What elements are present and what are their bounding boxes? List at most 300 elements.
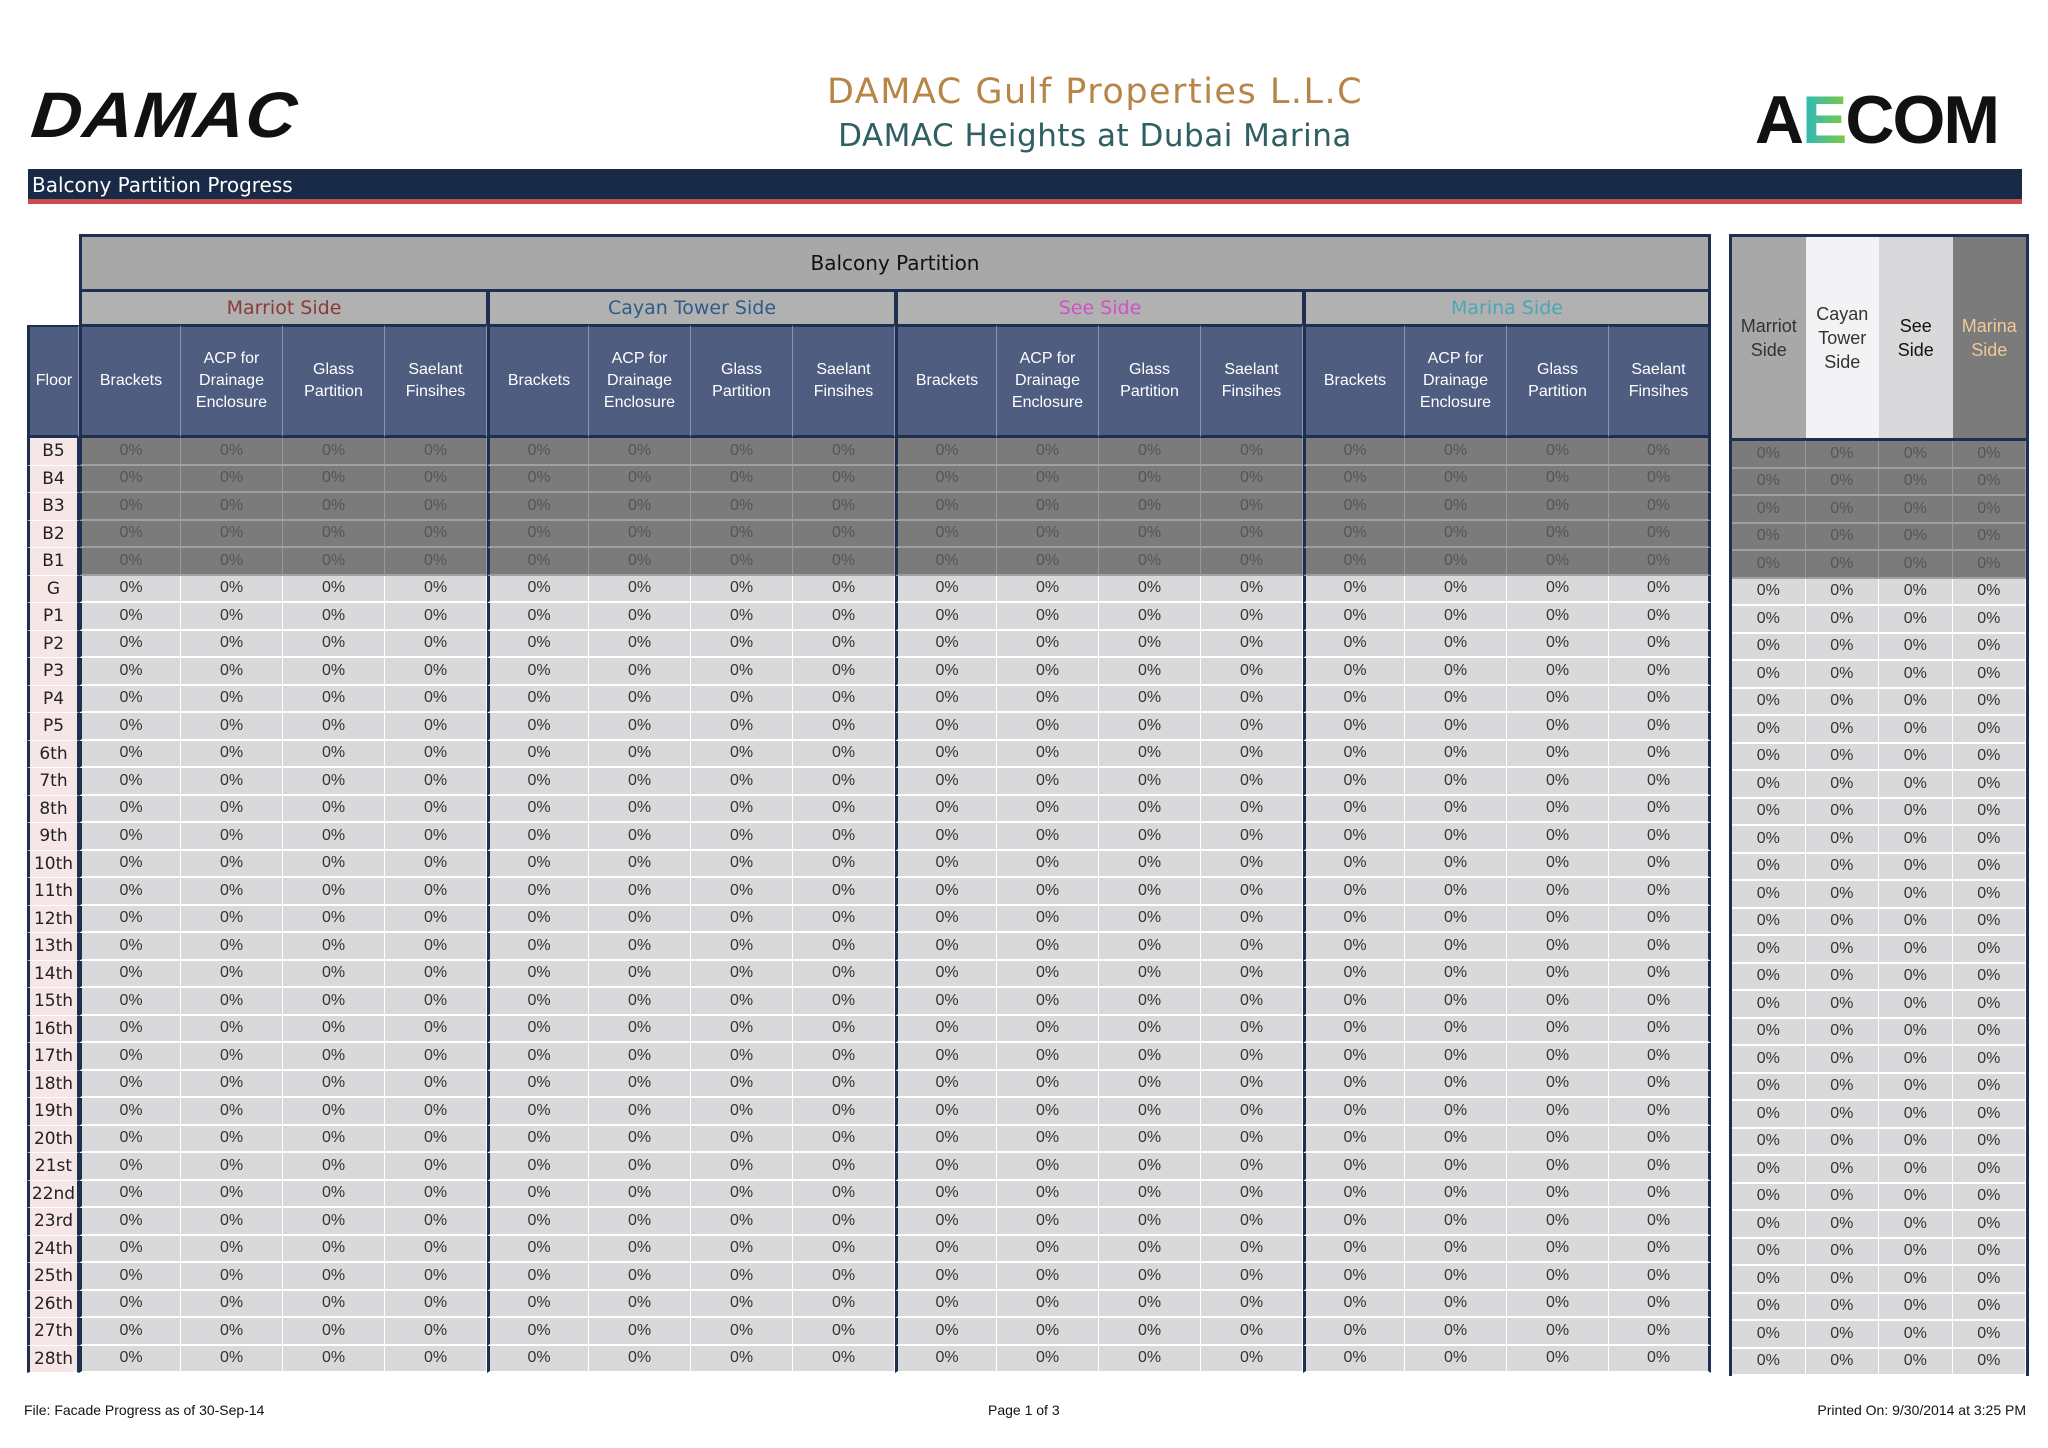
summary-cell: 0% [1879, 1019, 1953, 1047]
progress-cell: 0% [691, 1153, 793, 1181]
summary-cell: 0% [1732, 1294, 1806, 1322]
progress-cell: 0% [181, 1263, 283, 1291]
progress-cell: 0% [283, 466, 385, 494]
progress-cell: 0% [1609, 988, 1711, 1016]
progress-cell: 0% [283, 1236, 385, 1264]
summary-cell: 0% [1953, 1184, 2027, 1212]
progress-cell: 0% [895, 796, 997, 824]
progress-cell: 0% [1507, 1071, 1609, 1099]
summary-cell: 0% [1953, 991, 2027, 1019]
summary-cell: 0% [1879, 964, 1953, 992]
floor-label: 12th [27, 906, 79, 934]
progress-cell: 0% [1201, 988, 1303, 1016]
progress-cell: 0% [1303, 823, 1405, 851]
progress-cell: 0% [1507, 741, 1609, 769]
progress-cell: 0% [1201, 768, 1303, 796]
progress-cell: 0% [79, 438, 181, 466]
progress-cell: 0% [385, 1291, 487, 1319]
progress-cell: 0% [385, 658, 487, 686]
progress-cell: 0% [691, 1208, 793, 1236]
floor-label: 6th [27, 741, 79, 769]
progress-cell: 0% [487, 521, 589, 549]
progress-cell: 0% [1609, 961, 1711, 989]
progress-cell: 0% [1303, 1126, 1405, 1154]
progress-cell: 0% [895, 1346, 997, 1374]
progress-cell: 0% [691, 521, 793, 549]
summary-cell: 0% [1732, 1019, 1806, 1047]
progress-cell: 0% [997, 1263, 1099, 1291]
progress-cell: 0% [181, 906, 283, 934]
progress-cell: 0% [1405, 1153, 1507, 1181]
progress-cell: 0% [793, 1043, 895, 1071]
progress-cell: 0% [1201, 713, 1303, 741]
summary-cell: 0% [1806, 661, 1880, 689]
progress-cell: 0% [1507, 466, 1609, 494]
progress-cell: 0% [487, 961, 589, 989]
progress-cell: 0% [1507, 823, 1609, 851]
progress-cell: 0% [793, 548, 895, 576]
progress-cell: 0% [1507, 1016, 1609, 1044]
summary-cell: 0% [1732, 909, 1806, 937]
progress-cell: 0% [1405, 521, 1507, 549]
summary-cell: 0% [1732, 1074, 1806, 1102]
progress-cell: 0% [181, 686, 283, 714]
progress-cell: 0% [793, 1346, 895, 1374]
progress-cell: 0% [487, 1318, 589, 1346]
summary-cell: 0% [1806, 799, 1880, 827]
progress-cell: 0% [793, 1263, 895, 1291]
progress-cell: 0% [997, 823, 1099, 851]
progress-cell: 0% [793, 1318, 895, 1346]
summary-cell: 0% [1879, 1349, 1953, 1377]
progress-cell: 0% [181, 438, 283, 466]
progress-cell: 0% [895, 438, 997, 466]
summary-cell: 0% [1953, 579, 2027, 607]
summary-cell: 0% [1953, 1101, 2027, 1129]
progress-cell: 0% [487, 493, 589, 521]
progress-cell: 0% [79, 823, 181, 851]
progress-cell: 0% [1303, 1153, 1405, 1181]
summary-cell: 0% [1806, 1046, 1880, 1074]
progress-cell: 0% [1099, 1291, 1201, 1319]
progress-cell: 0% [1201, 1346, 1303, 1374]
progress-cell: 0% [1099, 1318, 1201, 1346]
progress-cell: 0% [793, 493, 895, 521]
progress-cell: 0% [1507, 796, 1609, 824]
column-header: Glass Partition [1507, 325, 1609, 438]
progress-cell: 0% [1609, 1153, 1711, 1181]
progress-cell: 0% [589, 878, 691, 906]
progress-cell: 0% [1507, 1291, 1609, 1319]
progress-cell: 0% [997, 851, 1099, 879]
progress-cell: 0% [1507, 521, 1609, 549]
progress-cell: 0% [1507, 713, 1609, 741]
progress-cell: 0% [181, 466, 283, 494]
progress-cell: 0% [589, 603, 691, 631]
progress-cell: 0% [1609, 1181, 1711, 1209]
summary-cell: 0% [1806, 1019, 1880, 1047]
progress-cell: 0% [1507, 878, 1609, 906]
progress-cell: 0% [589, 961, 691, 989]
floor-label: B2 [27, 521, 79, 549]
progress-cell: 0% [181, 796, 283, 824]
summary-cell: 0% [1806, 496, 1880, 524]
progress-cell: 0% [79, 1346, 181, 1374]
column-header: ACP for Drainage Enclosure [1405, 325, 1507, 438]
progress-cell: 0% [1405, 466, 1507, 494]
progress-cell: 0% [283, 961, 385, 989]
progress-cell: 0% [895, 603, 997, 631]
progress-cell: 0% [385, 741, 487, 769]
progress-cell: 0% [181, 741, 283, 769]
progress-cell: 0% [385, 686, 487, 714]
progress-cell: 0% [895, 988, 997, 1016]
progress-cell: 0% [181, 878, 283, 906]
progress-cell: 0% [1609, 658, 1711, 686]
progress-cell: 0% [1303, 521, 1405, 549]
progress-cell: 0% [487, 1126, 589, 1154]
floor-label: 13th [27, 933, 79, 961]
progress-cell: 0% [181, 713, 283, 741]
progress-cell: 0% [793, 768, 895, 796]
progress-cell: 0% [1099, 988, 1201, 1016]
progress-cell: 0% [997, 961, 1099, 989]
progress-cell: 0% [793, 1181, 895, 1209]
progress-cell: 0% [589, 1346, 691, 1374]
progress-cell: 0% [1201, 906, 1303, 934]
floor-label: P2 [27, 631, 79, 659]
progress-cell: 0% [1099, 1263, 1201, 1291]
progress-cell: 0% [589, 823, 691, 851]
progress-cell: 0% [895, 768, 997, 796]
progress-cell: 0% [1405, 493, 1507, 521]
progress-cell: 0% [793, 933, 895, 961]
progress-cell: 0% [487, 686, 589, 714]
progress-cell: 0% [79, 1071, 181, 1099]
progress-cell: 0% [487, 988, 589, 1016]
progress-cell: 0% [589, 521, 691, 549]
progress-cell: 0% [487, 823, 589, 851]
progress-cell: 0% [79, 1098, 181, 1126]
progress-cell: 0% [793, 1071, 895, 1099]
progress-cell: 0% [997, 1098, 1099, 1126]
progress-cell: 0% [1609, 493, 1711, 521]
progress-cell: 0% [1405, 1291, 1507, 1319]
progress-cell: 0% [1405, 1098, 1507, 1126]
summary-cell: 0% [1879, 661, 1953, 689]
progress-cell: 0% [283, 1181, 385, 1209]
progress-cell: 0% [589, 466, 691, 494]
progress-cell: 0% [1609, 1126, 1711, 1154]
progress-cell: 0% [1507, 1208, 1609, 1236]
progress-cell: 0% [1303, 878, 1405, 906]
progress-cell: 0% [1507, 1181, 1609, 1209]
progress-cell: 0% [997, 796, 1099, 824]
progress-cell: 0% [1303, 576, 1405, 604]
progress-cell: 0% [1405, 713, 1507, 741]
progress-cell: 0% [1099, 1126, 1201, 1154]
floor-label: 26th [27, 1291, 79, 1319]
progress-cell: 0% [895, 933, 997, 961]
summary-cell: 0% [1806, 579, 1880, 607]
progress-cell: 0% [1099, 631, 1201, 659]
progress-cell: 0% [793, 741, 895, 769]
progress-cell: 0% [589, 988, 691, 1016]
progress-cell: 0% [691, 603, 793, 631]
summary-cell: 0% [1732, 689, 1806, 717]
progress-cell: 0% [1099, 878, 1201, 906]
progress-cell: 0% [1099, 658, 1201, 686]
progress-cell: 0% [793, 1208, 895, 1236]
summary-table [1729, 234, 2029, 1376]
progress-cell: 0% [181, 548, 283, 576]
progress-cell: 0% [1099, 438, 1201, 466]
summary-cell: 0% [1879, 496, 1953, 524]
summary-cell: 0% [1806, 909, 1880, 937]
summary-cell: 0% [1732, 634, 1806, 662]
progress-cell: 0% [181, 1208, 283, 1236]
progress-cell: 0% [181, 1126, 283, 1154]
progress-cell: 0% [997, 1346, 1099, 1374]
progress-cell: 0% [385, 961, 487, 989]
floor-label: G [27, 576, 79, 604]
summary-cell: 0% [1953, 469, 2027, 497]
progress-cell: 0% [1507, 1346, 1609, 1374]
progress-cell: 0% [1303, 1318, 1405, 1346]
progress-cell: 0% [283, 1318, 385, 1346]
summary-cell: 0% [1806, 1239, 1880, 1267]
summary-cell: 0% [1732, 551, 1806, 579]
progress-cell: 0% [385, 603, 487, 631]
progress-cell: 0% [589, 1318, 691, 1346]
progress-cell: 0% [793, 988, 895, 1016]
progress-cell: 0% [1405, 1346, 1507, 1374]
summary-cell: 0% [1806, 964, 1880, 992]
progress-cell: 0% [691, 548, 793, 576]
progress-cell: 0% [1609, 1043, 1711, 1071]
progress-cell: 0% [997, 466, 1099, 494]
progress-cell: 0% [283, 933, 385, 961]
progress-cell: 0% [385, 631, 487, 659]
summary-cell: 0% [1806, 606, 1880, 634]
progress-cell: 0% [1507, 438, 1609, 466]
floor-header: Floor [27, 325, 79, 438]
summary-cell: 0% [1879, 716, 1953, 744]
summary-header: Marriot Side [1732, 237, 1806, 441]
summary-cell: 0% [1732, 1156, 1806, 1184]
progress-cell: 0% [691, 878, 793, 906]
progress-cell: 0% [283, 576, 385, 604]
progress-cell: 0% [487, 1346, 589, 1374]
progress-cell: 0% [691, 961, 793, 989]
progress-cell: 0% [997, 686, 1099, 714]
summary-cell: 0% [1953, 936, 2027, 964]
progress-cell: 0% [997, 521, 1099, 549]
progress-cell: 0% [997, 1071, 1099, 1099]
progress-cell: 0% [79, 1181, 181, 1209]
progress-cell: 0% [1201, 521, 1303, 549]
progress-cell: 0% [1405, 576, 1507, 604]
progress-cell: 0% [283, 1346, 385, 1374]
summary-header: Marina Side [1953, 237, 2027, 441]
summary-cell: 0% [1732, 469, 1806, 497]
progress-cell: 0% [691, 823, 793, 851]
progress-cell: 0% [283, 1016, 385, 1044]
progress-cell: 0% [181, 658, 283, 686]
floor-label: P3 [27, 658, 79, 686]
progress-cell: 0% [283, 1126, 385, 1154]
progress-cell: 0% [1201, 548, 1303, 576]
summary-cell: 0% [1732, 1046, 1806, 1074]
progress-cell: 0% [1303, 1236, 1405, 1264]
progress-cell: 0% [1405, 1043, 1507, 1071]
progress-cell: 0% [385, 878, 487, 906]
summary-cell: 0% [1953, 634, 2027, 662]
progress-cell: 0% [385, 1346, 487, 1374]
progress-cell: 0% [895, 878, 997, 906]
summary-cell: 0% [1953, 909, 2027, 937]
progress-cell: 0% [691, 466, 793, 494]
progress-cell: 0% [997, 988, 1099, 1016]
progress-cell: 0% [385, 493, 487, 521]
column-header: Saelant Finsihes [1609, 325, 1711, 438]
progress-cell: 0% [997, 1318, 1099, 1346]
progress-cell: 0% [589, 1126, 691, 1154]
summary-cell: 0% [1732, 716, 1806, 744]
summary-cell: 0% [1806, 716, 1880, 744]
progress-cell: 0% [1201, 1318, 1303, 1346]
progress-cell: 0% [1201, 466, 1303, 494]
summary-cell: 0% [1806, 826, 1880, 854]
column-header: ACP for Drainage Enclosure [997, 325, 1099, 438]
progress-cell: 0% [1507, 658, 1609, 686]
progress-cell: 0% [691, 1016, 793, 1044]
progress-cell: 0% [79, 576, 181, 604]
progress-cell: 0% [79, 1016, 181, 1044]
progress-cell: 0% [1099, 933, 1201, 961]
progress-cell: 0% [589, 1263, 691, 1291]
progress-cell: 0% [1405, 1263, 1507, 1291]
summary-cell: 0% [1806, 1294, 1880, 1322]
column-header: Brackets [1303, 325, 1405, 438]
progress-cell: 0% [691, 438, 793, 466]
summary-cell: 0% [1879, 1129, 1953, 1157]
summary-cell: 0% [1953, 1129, 2027, 1157]
progress-cell: 0% [79, 1263, 181, 1291]
progress-cell: 0% [79, 631, 181, 659]
progress-cell: 0% [1405, 823, 1507, 851]
progress-cell: 0% [487, 851, 589, 879]
floor-label: P5 [27, 713, 79, 741]
progress-cell: 0% [1609, 548, 1711, 576]
summary-cell: 0% [1806, 881, 1880, 909]
progress-cell: 0% [487, 1153, 589, 1181]
progress-cell: 0% [793, 851, 895, 879]
progress-cell: 0% [1099, 603, 1201, 631]
progress-cell: 0% [1303, 603, 1405, 631]
progress-cell: 0% [895, 466, 997, 494]
progress-cell: 0% [793, 713, 895, 741]
summary-cell: 0% [1953, 1294, 2027, 1322]
progress-cell: 0% [997, 1291, 1099, 1319]
floor-label: 18th [27, 1071, 79, 1099]
progress-cell: 0% [1201, 1098, 1303, 1126]
progress-cell: 0% [589, 548, 691, 576]
progress-cell: 0% [589, 741, 691, 769]
progress-cell: 0% [1303, 1016, 1405, 1044]
progress-cell: 0% [589, 493, 691, 521]
progress-cell: 0% [1609, 631, 1711, 659]
progress-cell: 0% [385, 1181, 487, 1209]
progress-cell: 0% [895, 1291, 997, 1319]
progress-table [27, 234, 1711, 1373]
summary-cell: 0% [1806, 1349, 1880, 1377]
progress-cell: 0% [1405, 1126, 1507, 1154]
progress-cell: 0% [79, 686, 181, 714]
progress-cell: 0% [793, 1016, 895, 1044]
progress-cell: 0% [1405, 1181, 1507, 1209]
progress-cell: 0% [793, 796, 895, 824]
footer-page: Page 1 of 3 [988, 1402, 1060, 1418]
progress-cell: 0% [1099, 961, 1201, 989]
summary-cell: 0% [1806, 634, 1880, 662]
progress-cell: 0% [79, 1153, 181, 1181]
summary-cell: 0% [1806, 1129, 1880, 1157]
progress-cell: 0% [1609, 521, 1711, 549]
progress-cell: 0% [1099, 1016, 1201, 1044]
summary-cell: 0% [1953, 1046, 2027, 1074]
progress-cell: 0% [691, 493, 793, 521]
progress-cell: 0% [487, 1071, 589, 1099]
summary-cell: 0% [1806, 689, 1880, 717]
progress-cell: 0% [487, 878, 589, 906]
progress-cell: 0% [1201, 438, 1303, 466]
progress-cell: 0% [997, 768, 1099, 796]
progress-cell: 0% [1507, 1043, 1609, 1071]
progress-cell: 0% [181, 988, 283, 1016]
floor-label: 22nd [27, 1181, 79, 1209]
progress-cell: 0% [589, 1181, 691, 1209]
progress-cell: 0% [79, 851, 181, 879]
progress-cell: 0% [283, 851, 385, 879]
progress-cell: 0% [487, 741, 589, 769]
progress-cell: 0% [793, 906, 895, 934]
progress-cell: 0% [283, 768, 385, 796]
progress-cell: 0% [283, 631, 385, 659]
progress-cell: 0% [79, 713, 181, 741]
progress-cell: 0% [1405, 851, 1507, 879]
progress-cell: 0% [691, 1346, 793, 1374]
footer-file: File: Facade Progress as of 30-Sep-14 [24, 1402, 265, 1418]
progress-cell: 0% [997, 1126, 1099, 1154]
progress-cell: 0% [997, 438, 1099, 466]
progress-cell: 0% [895, 1071, 997, 1099]
progress-cell: 0% [1507, 548, 1609, 576]
progress-cell: 0% [691, 1043, 793, 1071]
progress-cell: 0% [181, 1181, 283, 1209]
progress-cell: 0% [1099, 548, 1201, 576]
progress-cell: 0% [997, 548, 1099, 576]
progress-cell: 0% [1405, 603, 1507, 631]
progress-cell: 0% [1405, 548, 1507, 576]
floor-label: 7th [27, 768, 79, 796]
progress-cell: 0% [1303, 851, 1405, 879]
summary-cell: 0% [1953, 1019, 2027, 1047]
progress-cell: 0% [1507, 988, 1609, 1016]
floor-label: 25th [27, 1263, 79, 1291]
progress-cell: 0% [181, 933, 283, 961]
progress-cell: 0% [385, 1126, 487, 1154]
